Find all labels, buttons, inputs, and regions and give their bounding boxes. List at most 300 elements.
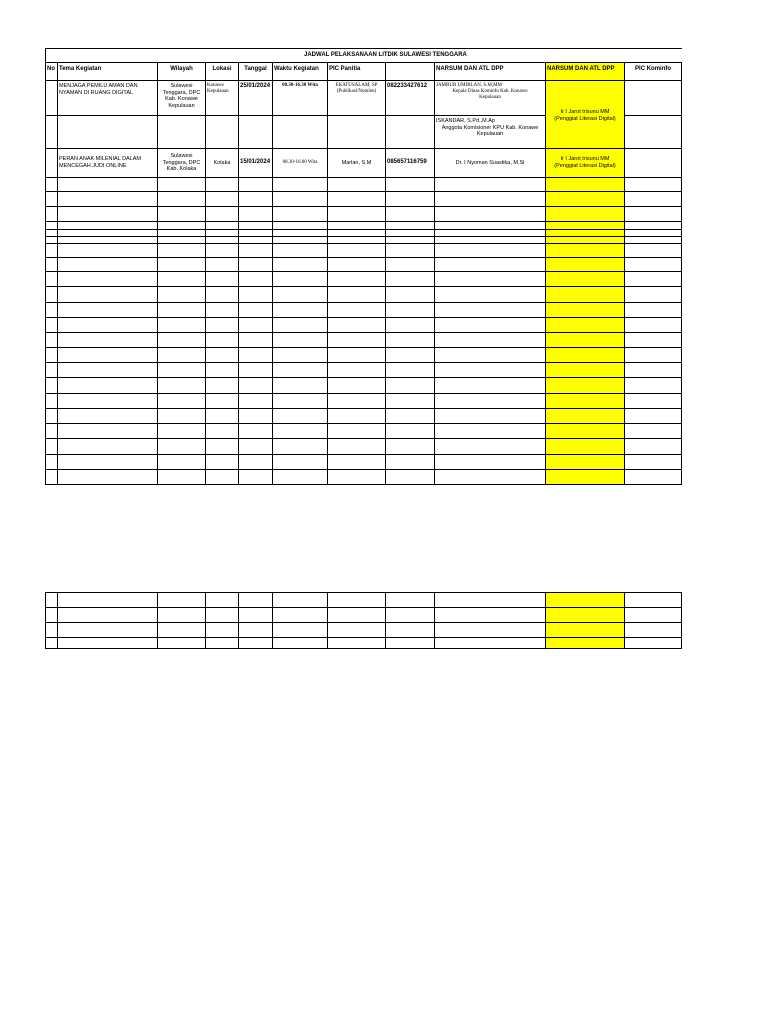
empty-row xyxy=(46,638,682,649)
empty-row xyxy=(46,363,682,378)
empty-cell xyxy=(328,287,386,303)
empty-cell xyxy=(435,409,546,424)
empty-cell xyxy=(273,272,328,287)
empty-row xyxy=(46,192,682,207)
narsum-role: Kepala Dinas Kominfo Kab. Konawe Kepulauan xyxy=(452,89,528,101)
empty-cell xyxy=(46,439,58,455)
title-row xyxy=(46,49,682,63)
empty-cell xyxy=(328,244,386,258)
empty-cell xyxy=(273,333,328,348)
empty-highlight-cell xyxy=(546,470,625,485)
empty-cell xyxy=(46,237,58,244)
empty-cell xyxy=(625,363,682,378)
cell-tanggal: 25/01/2024 xyxy=(239,81,273,116)
empty-row xyxy=(46,230,682,237)
empty-highlight-cell xyxy=(546,348,625,363)
empty-highlight-cell xyxy=(546,455,625,470)
empty-cell xyxy=(273,287,328,303)
empty-row xyxy=(46,455,682,470)
empty-cell xyxy=(46,363,58,378)
empty-cell xyxy=(625,455,682,470)
empty-cell xyxy=(328,439,386,455)
empty-highlight-cell xyxy=(546,287,625,303)
empty-highlight-cell xyxy=(546,244,625,258)
empty-cell xyxy=(206,178,239,192)
empty-cell xyxy=(625,192,682,207)
empty-cell xyxy=(58,237,158,244)
cell-narsum xyxy=(435,81,546,116)
empty-cell xyxy=(328,192,386,207)
empty-cell xyxy=(386,424,435,439)
empty-cell xyxy=(46,638,58,649)
empty-cell xyxy=(206,378,239,394)
empty-cell xyxy=(206,333,239,348)
empty-cell xyxy=(46,318,58,333)
empty-cell xyxy=(386,623,435,638)
empty-cell xyxy=(158,348,206,363)
empty-cell xyxy=(46,394,58,409)
empty-row xyxy=(46,394,682,409)
empty-row xyxy=(46,333,682,348)
empty-cell xyxy=(273,455,328,470)
empty-cell xyxy=(625,230,682,237)
empty-cell xyxy=(328,222,386,230)
narsum-dpp-name: Ir I Jarot trisunu MM xyxy=(560,108,610,115)
empty-cell xyxy=(158,424,206,439)
empty-highlight-cell xyxy=(546,363,625,378)
empty-cell xyxy=(386,318,435,333)
secondary-table xyxy=(45,592,682,649)
empty-row xyxy=(46,303,682,318)
empty-cell xyxy=(158,409,206,424)
empty-cell xyxy=(206,348,239,363)
empty-cell xyxy=(435,318,546,333)
empty-cell xyxy=(158,318,206,333)
empty-cell xyxy=(328,333,386,348)
empty-cell xyxy=(625,439,682,455)
empty-highlight-cell xyxy=(546,222,625,230)
empty-cell xyxy=(273,192,328,207)
empty-row xyxy=(46,287,682,303)
empty-cell xyxy=(625,244,682,258)
empty-cell xyxy=(625,207,682,222)
empty-cell xyxy=(386,230,435,237)
empty-cell xyxy=(328,237,386,244)
header-narsum-dpp: NARSUM DAN ATL DPP xyxy=(546,63,625,81)
empty-cell xyxy=(328,178,386,192)
empty-cell xyxy=(158,593,206,608)
cell-narsum xyxy=(435,149,546,178)
empty-cell xyxy=(435,272,546,287)
empty-highlight-cell xyxy=(546,178,625,192)
empty-cell xyxy=(273,378,328,394)
empty-row xyxy=(46,424,682,439)
empty-row xyxy=(46,623,682,638)
empty-cell xyxy=(386,244,435,258)
empty-cell xyxy=(158,178,206,192)
empty-highlight-cell xyxy=(546,378,625,394)
cell-pic-panitia xyxy=(328,116,386,149)
empty-row xyxy=(46,207,682,222)
empty-cell xyxy=(239,318,273,333)
empty-highlight-cell xyxy=(546,394,625,409)
empty-cell xyxy=(273,424,328,439)
empty-cell xyxy=(58,178,158,192)
empty-cell xyxy=(239,178,273,192)
empty-cell xyxy=(435,623,546,638)
empty-cell xyxy=(239,608,273,623)
empty-cell xyxy=(46,258,58,272)
empty-cell xyxy=(58,207,158,222)
empty-cell xyxy=(239,348,273,363)
empty-cell xyxy=(206,222,239,230)
empty-cell xyxy=(273,470,328,485)
empty-cell xyxy=(273,348,328,363)
empty-cell xyxy=(58,222,158,230)
empty-cell xyxy=(206,230,239,237)
empty-cell xyxy=(625,378,682,394)
header-narsum: NARSUM DAN ATL DPP xyxy=(435,63,546,81)
empty-row xyxy=(46,178,682,192)
empty-cell xyxy=(386,333,435,348)
empty-cell xyxy=(158,638,206,649)
cell-lokasi: Kolaka xyxy=(206,149,239,178)
empty-cell xyxy=(58,623,158,638)
empty-cell xyxy=(58,593,158,608)
empty-cell xyxy=(158,207,206,222)
cell-lokasi: Konawe Kepulauan xyxy=(206,81,239,116)
empty-cell xyxy=(328,318,386,333)
empty-cell xyxy=(328,272,386,287)
empty-cell xyxy=(273,178,328,192)
empty-cell xyxy=(158,272,206,287)
empty-cell xyxy=(328,638,386,649)
empty-row xyxy=(46,222,682,230)
cell-pic-kominfo xyxy=(625,116,682,149)
empty-cell xyxy=(46,230,58,237)
empty-cell xyxy=(206,593,239,608)
empty-cell xyxy=(206,363,239,378)
cell-no xyxy=(46,116,58,149)
cell-no xyxy=(46,81,58,116)
empty-cell xyxy=(386,178,435,192)
empty-cell xyxy=(206,439,239,455)
empty-cell xyxy=(239,394,273,409)
empty-cell xyxy=(625,258,682,272)
empty-cell xyxy=(328,363,386,378)
narsum-name: Dr. I Nyoman Suastika, M.Si xyxy=(455,159,525,166)
empty-cell xyxy=(386,207,435,222)
empty-cell xyxy=(435,192,546,207)
empty-cell xyxy=(239,230,273,237)
empty-cell xyxy=(273,244,328,258)
empty-cell xyxy=(46,272,58,287)
empty-cell xyxy=(46,222,58,230)
empty-cell xyxy=(158,394,206,409)
empty-cell xyxy=(386,348,435,363)
empty-cell xyxy=(206,409,239,424)
empty-cell xyxy=(273,363,328,378)
header-kontak xyxy=(386,63,435,81)
empty-cell xyxy=(206,638,239,649)
empty-cell xyxy=(435,222,546,230)
empty-cell xyxy=(158,237,206,244)
empty-cell xyxy=(239,222,273,230)
empty-cell xyxy=(386,409,435,424)
empty-cell xyxy=(239,363,273,378)
empty-cell xyxy=(435,287,546,303)
empty-cell xyxy=(625,608,682,623)
empty-cell xyxy=(58,470,158,485)
empty-cell xyxy=(158,470,206,485)
cell-narsum xyxy=(435,116,546,149)
empty-cell xyxy=(386,608,435,623)
empty-cell xyxy=(239,455,273,470)
empty-cell xyxy=(386,272,435,287)
empty-cell xyxy=(328,230,386,237)
empty-cell xyxy=(239,593,273,608)
empty-cell xyxy=(58,192,158,207)
empty-row xyxy=(46,378,682,394)
table-row xyxy=(46,149,682,178)
empty-cell xyxy=(239,333,273,348)
empty-cell xyxy=(46,455,58,470)
cell-kontak: 082233427612 xyxy=(386,81,435,116)
empty-cell xyxy=(158,258,206,272)
empty-cell xyxy=(435,237,546,244)
cell-tanggal xyxy=(239,116,273,149)
empty-cell xyxy=(625,178,682,192)
empty-cell xyxy=(328,455,386,470)
empty-cell xyxy=(273,409,328,424)
table-row xyxy=(46,81,682,116)
empty-cell xyxy=(386,439,435,455)
empty-cell xyxy=(625,623,682,638)
empty-cell xyxy=(46,192,58,207)
empty-cell xyxy=(435,244,546,258)
empty-cell xyxy=(206,244,239,258)
empty-cell xyxy=(273,303,328,318)
empty-cell xyxy=(435,178,546,192)
empty-cell xyxy=(46,378,58,394)
empty-cell xyxy=(625,638,682,649)
empty-row xyxy=(46,593,682,608)
empty-cell xyxy=(206,258,239,272)
empty-highlight-cell xyxy=(546,424,625,439)
empty-highlight-cell xyxy=(546,258,625,272)
empty-row xyxy=(46,608,682,623)
empty-cell xyxy=(435,593,546,608)
empty-cell xyxy=(328,378,386,394)
cell-narsum-dpp xyxy=(546,81,625,149)
empty-cell xyxy=(273,638,328,649)
empty-highlight-cell xyxy=(546,272,625,287)
empty-cell xyxy=(625,394,682,409)
empty-cell xyxy=(435,230,546,237)
empty-cell xyxy=(625,593,682,608)
empty-cell xyxy=(435,608,546,623)
empty-cell xyxy=(625,470,682,485)
cell-tema: PERAN ANAK MILENIAL DALAM MENCEGAH JUDI ONLINE xyxy=(58,149,158,178)
empty-cell xyxy=(386,378,435,394)
empty-cell xyxy=(328,207,386,222)
empty-cell xyxy=(58,424,158,439)
empty-cell xyxy=(386,593,435,608)
empty-cell xyxy=(625,237,682,244)
empty-cell xyxy=(239,638,273,649)
header-lokasi: Lokasi xyxy=(206,63,239,81)
empty-cell xyxy=(328,348,386,363)
narsum-dpp-role: (Penggiat Literasi Digital) xyxy=(554,115,616,122)
empty-highlight-cell xyxy=(546,593,625,608)
empty-cell xyxy=(46,178,58,192)
empty-cell xyxy=(58,272,158,287)
empty-cell xyxy=(435,394,546,409)
empty-cell xyxy=(206,272,239,287)
empty-cell xyxy=(46,303,58,318)
empty-cell xyxy=(386,394,435,409)
empty-cell xyxy=(435,363,546,378)
empty-cell xyxy=(58,303,158,318)
empty-highlight-cell xyxy=(546,409,625,424)
empty-highlight-cell xyxy=(546,608,625,623)
empty-cell xyxy=(239,192,273,207)
empty-cell xyxy=(58,378,158,394)
empty-cell xyxy=(206,623,239,638)
empty-cell xyxy=(206,455,239,470)
empty-cell xyxy=(158,244,206,258)
empty-cell xyxy=(273,222,328,230)
empty-cell xyxy=(58,230,158,237)
cell-waktu: 08.30-16.30 Wita xyxy=(273,81,328,116)
cell-tema: MENJAGA PEMILU AMAN DAN NYAMAN DI RUANG DIGITAL xyxy=(58,81,158,116)
empty-cell xyxy=(46,608,58,623)
empty-cell xyxy=(239,424,273,439)
empty-cell xyxy=(625,287,682,303)
empty-cell xyxy=(328,608,386,623)
empty-cell xyxy=(273,230,328,237)
cell-pic-panitia: EKATUSALAM, SP (Publikasi/Notulen) xyxy=(328,81,386,116)
empty-cell xyxy=(435,348,546,363)
empty-cell xyxy=(158,192,206,207)
empty-cell xyxy=(239,378,273,394)
empty-highlight-cell xyxy=(546,207,625,222)
empty-cell xyxy=(386,303,435,318)
header-tanggal: Tanggal xyxy=(239,63,273,81)
empty-highlight-cell xyxy=(546,623,625,638)
empty-highlight-cell xyxy=(546,303,625,318)
narsum-name: ISKANDAR, S.Pd.,M.Ap xyxy=(436,118,495,124)
empty-cell xyxy=(435,378,546,394)
cell-wilayah: Sulawesi Tenggara, DPC Kab. Kolaka xyxy=(158,149,206,178)
cell-kontak: 085657116759 xyxy=(386,149,435,178)
empty-cell xyxy=(239,439,273,455)
empty-cell xyxy=(239,272,273,287)
empty-cell xyxy=(206,303,239,318)
empty-cell xyxy=(158,608,206,623)
empty-cell xyxy=(239,287,273,303)
empty-cell xyxy=(625,222,682,230)
cell-kontak xyxy=(386,116,435,149)
empty-cell xyxy=(58,287,158,303)
empty-cell xyxy=(273,258,328,272)
header-pic-panitia: PIC Panitia xyxy=(328,63,386,81)
empty-row xyxy=(46,439,682,455)
empty-highlight-cell xyxy=(546,318,625,333)
empty-cell xyxy=(158,303,206,318)
empty-highlight-cell xyxy=(546,638,625,649)
empty-cell xyxy=(158,230,206,237)
empty-cell xyxy=(386,192,435,207)
empty-cell xyxy=(58,439,158,455)
empty-cell xyxy=(206,318,239,333)
empty-row xyxy=(46,470,682,485)
empty-cell xyxy=(46,287,58,303)
empty-cell xyxy=(58,638,158,649)
empty-row xyxy=(46,244,682,258)
empty-cell xyxy=(158,439,206,455)
cell-pic-kominfo xyxy=(625,149,682,178)
cell-pic-panitia: Marlan, S.M xyxy=(328,149,386,178)
empty-cell xyxy=(386,287,435,303)
empty-cell xyxy=(158,455,206,470)
empty-cell xyxy=(625,272,682,287)
empty-cell xyxy=(273,623,328,638)
empty-cell xyxy=(206,287,239,303)
empty-cell xyxy=(206,608,239,623)
header-tema: Tema Kegiatan xyxy=(58,63,158,81)
empty-cell xyxy=(435,207,546,222)
empty-cell xyxy=(206,237,239,244)
empty-cell xyxy=(625,348,682,363)
empty-cell xyxy=(206,192,239,207)
empty-cell xyxy=(435,333,546,348)
empty-cell xyxy=(239,409,273,424)
empty-cell xyxy=(206,394,239,409)
empty-cell xyxy=(46,470,58,485)
empty-cell xyxy=(328,303,386,318)
narsum-dpp-role: (Penggiat Literasi Digital) xyxy=(554,163,616,169)
empty-cell xyxy=(58,348,158,363)
empty-row xyxy=(46,318,682,333)
empty-cell xyxy=(435,470,546,485)
empty-cell xyxy=(158,363,206,378)
empty-cell xyxy=(625,333,682,348)
empty-cell xyxy=(239,244,273,258)
empty-cell xyxy=(46,207,58,222)
empty-cell xyxy=(625,303,682,318)
empty-cell xyxy=(58,333,158,348)
empty-highlight-cell xyxy=(546,439,625,455)
empty-cell xyxy=(158,378,206,394)
empty-cell xyxy=(158,287,206,303)
sheet-title: JADWAL PELAKSANAAN LITDIK SULAWESI TENGGARA xyxy=(46,49,682,63)
empty-row xyxy=(46,237,682,244)
header-no: No xyxy=(46,63,58,81)
narsum-dpp-name: Ir I Jarot trisunu MM xyxy=(560,156,610,163)
header-row xyxy=(46,63,682,81)
empty-cell xyxy=(328,258,386,272)
empty-cell xyxy=(46,424,58,439)
empty-row xyxy=(46,272,682,287)
empty-cell xyxy=(46,348,58,363)
empty-cell xyxy=(58,244,158,258)
cell-wilayah: Sulawesi Tenggara, DPC Kab. Konawe Kepulauan xyxy=(158,81,206,116)
empty-cell xyxy=(46,409,58,424)
empty-cell xyxy=(328,470,386,485)
empty-cell xyxy=(386,470,435,485)
empty-cell xyxy=(386,363,435,378)
